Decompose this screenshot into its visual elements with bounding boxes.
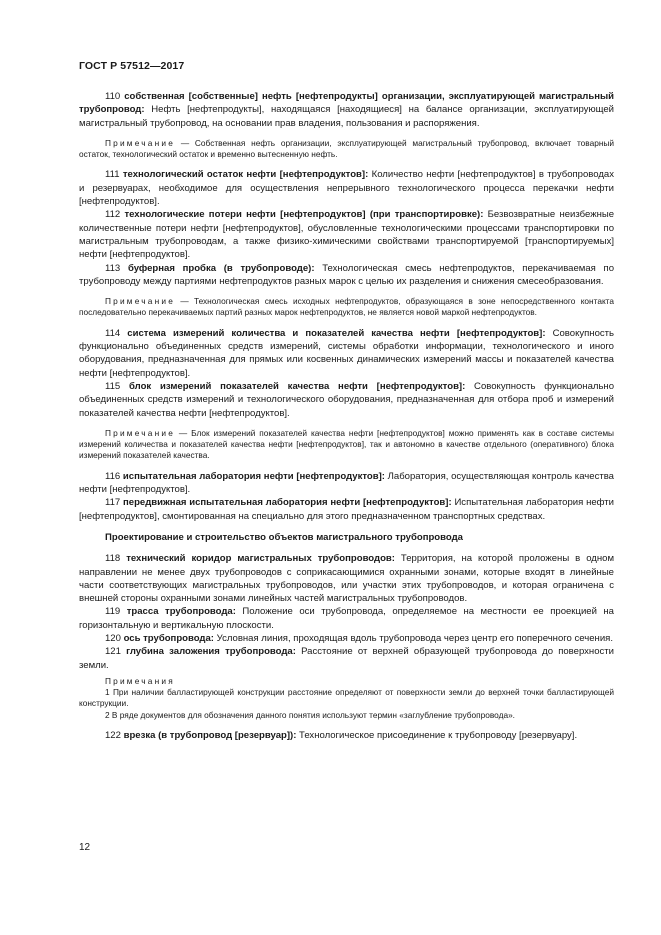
note-113: Примечание — Технологическая смесь исходных нефтепродуктов, образующаяся в зоне непосредственного контакта последовательно перекачиваемых партий разных марок нефтепродуктов, не является новой маркой нефтепродуктов. <box>79 296 614 318</box>
term-116: 116 испытательная лаборатория нефти [нефтепродуктов]: Лаборатория, осуществляющая контроль качества нефти [нефтепродуктов]. <box>79 470 614 496</box>
term-113: 113 буферная пробка (в трубопроводе): Технологическая смесь нефтепродуктов, перекачиваемая по трубопроводу между партиями нефтепродуктов разных марок с целью их разделения и снижения смесеобразования. <box>79 262 615 287</box>
note-121-1: 1 При наличии балластирующей конструкции расстояние определяют от поверхности земли до верхней точки балластирующей конструкции. <box>79 687 614 709</box>
note-110: Примечание — Собственная нефть организации, эксплуатирующей магистральный трубопровод, включает товарный остаток, технологический остаток и временно вытесненную нефть. <box>79 137 614 160</box>
term-122: 122 врезка (в трубопровод [резервуар]): Технологическое присоединение к трубопроводу [резервуару]. <box>105 730 578 742</box>
term-115: 115 блок измерений показателей качества нефти [нефтепродуктов]: Совокупность функционально объединенных средств измерений и технологического оборудования, предназначенная для отбора проб и измерений показателей качества нефти [нефтепродуктов]. <box>79 380 614 419</box>
term-117: 117 передвижная испытательная лаборатория нефти [нефтепродуктов]: Испытательная лаборатория нефти [нефтепродуктов], смонтированная на специально для этого предназначенном транспортных средствах. <box>79 497 615 522</box>
notes-heading-121: Примечания <box>105 675 175 686</box>
term-112: 112 технологические потери нефти [нефтепродуктов] (при транспортировке): Безвозвратные неизбежные количественные потери нефти [нефтепродуктов], обусловленные технологическими процессами транспортировки по магистральным трубопроводам, а также физико-химическими свойствами транспортируемой [транспортируемых] нефти [нефтепродуктов]. <box>79 209 615 261</box>
term-118: 118 технический коридор магистральных трубопроводов: Территория, на которой проложены в одном направлении не менее двух трубопроводов с соприкасающимися охранными зонами, которые входят в линейные части соответствующих магистральных трубопроводов, или участки этих трубопроводов, и которая ограничена с внешней стороны охранными зонами линейных частей магистральных трубопроводов. <box>79 553 615 605</box>
term-110: 110 собственная [собственные] нефть [нефтепродукты] организации, эксплуатирующей магистральный трубопровод: Нефть [нефтепродукты], находящаяся [находящиеся] на балансе организации, эксплуатирующей магистральный трубопровод, на основании прав владения, пользования и распоряжения. <box>79 91 614 129</box>
term-120: 120 ось трубопровода: Условная линия, проходящая вдоль трубопровода через центр его поперечного сечения. <box>105 632 613 644</box>
document-header: ГОСТ Р 57512—2017 <box>79 60 185 72</box>
term-121: 121 глубина заложения трубопровода: Расстояние от верхней образующей трубопровода до поверхности земли. <box>79 646 614 671</box>
term-119: 119 трасса трубопровода: Положение оси трубопровода, определяемое на местности ее проекцией на горизонтальную и вертикальную плоскости. <box>79 606 614 631</box>
document-body <box>79 90 614 742</box>
term-114: 114 система измерений количества и показателей качества нефти [нефтепродуктов]: Совокупность функционально объединенных средств измерений, системы обработки информации, технологического и иного оборудования, предназначенная для прямых или косвенных динамических измерений массы и показателей качества нефти [нефтепродуктов]. <box>79 327 615 379</box>
note-115: Примечание — Блок измерений показателей качества нефти [нефтепродуктов] можно применять как в составе системы измерений количества и показателей качества нефти [нефтепродуктов], так и автономно в качестве отдельного (оперативного) блока измерений показателей качества. <box>79 427 614 461</box>
note-121-2: 2 В ряде документов для обозначения данного понятия используют термин «заглубление трубопровода». <box>105 709 515 720</box>
page-number: 12 <box>79 842 91 853</box>
term-111: 111 технологический остаток нефти [нефтепродуктов]: Количество нефти [нефтепродуктов] в трубопроводах и резервуарах, необходимое для осуществления непрерывного технологического процесса перекачки нефти [нефтепродуктов]. <box>79 169 615 208</box>
section-heading: Проектирование и строительство объектов магистрального трубопровода <box>105 531 463 543</box>
